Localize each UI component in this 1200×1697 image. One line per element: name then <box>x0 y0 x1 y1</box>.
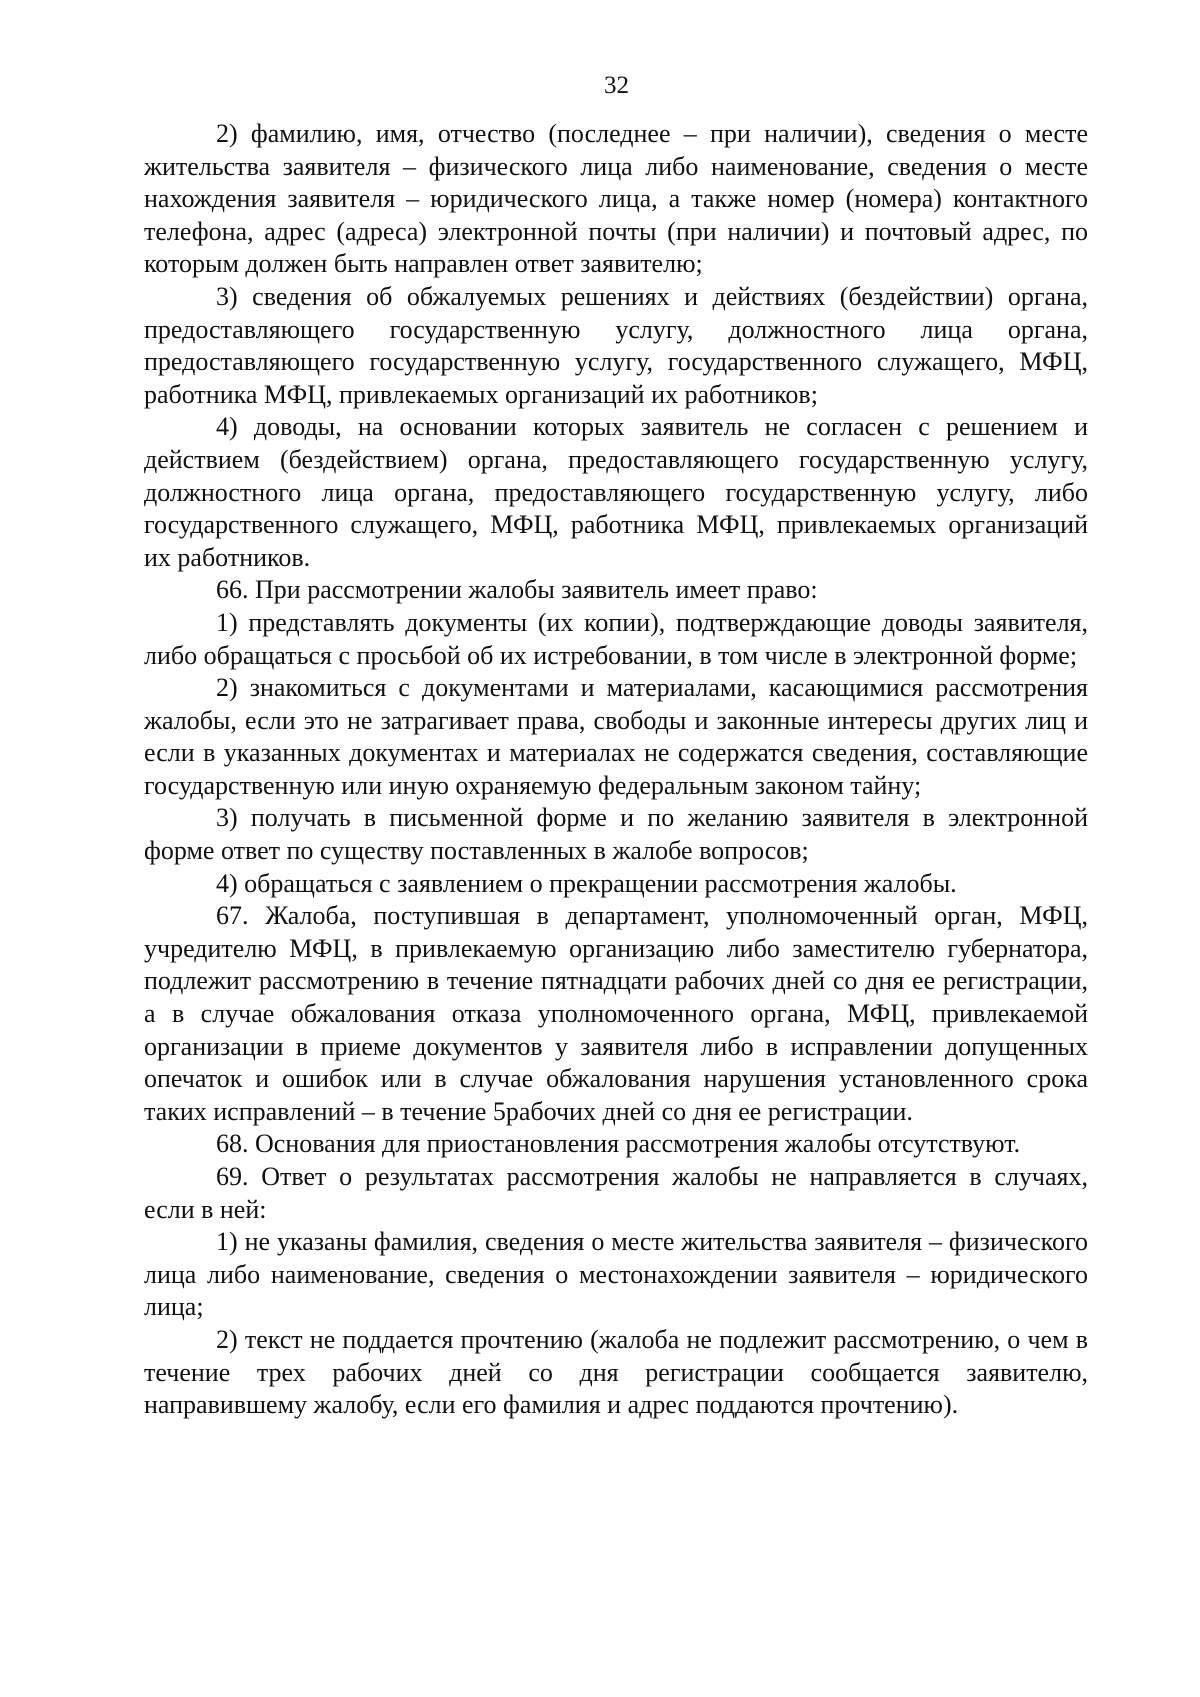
paragraph-item-2-applicant-name: 2) фамилию, имя, отчество (последнее – при наличии), сведения о месте жительства заявителя – физического лица либо наименование, сведения о месте нахождения заявителя – юридического лица, а также номер (номера) контактного телефона, адрес (адреса) электронной почты (при наличии) и почтовый адрес, по которым должен быть направлен ответ заявителю; <box>144 119 1088 279</box>
page-number: 32 <box>604 72 629 99</box>
paragraph-69: 69. Ответ о результатах рассмотрения жалобы не направляется в случаях, если в ней: <box>144 1162 1088 1224</box>
paragraph-69-item-1: 1) не указаны фамилия, сведения о месте жительства заявителя – физического лица либо наименование, сведения о местонахождении заявителя – юридического лица; <box>144 1227 1088 1322</box>
paragraph-item-4-arguments: 4) доводы, на основании которых заявитель не согласен с решением и действием (бездействием) органа, предоставляющего государственную услугу, должностного лица органа, предоставляющего государственную услугу, либо государственного служащего, МФЦ, работника МФЦ, привлекаемых организаций их работников. <box>144 412 1088 572</box>
paragraph-66-item-4: 4) обращаться с заявлением о прекращении рассмотрения жалобы. <box>216 868 957 898</box>
document-body <box>144 118 1088 1422</box>
paragraph-67: 67. Жалоба, поступившая в департамент, уполномоченный орган, МФЦ, учредителю МФЦ, в привлекаемую организацию либо заместителю губернатора, подлежит рассмотрению в течение пятнадцати рабочих дней со дня ее регистрации, а в случае обжалования отказа уполномоченного органа, МФЦ, привлекаемой организации в приеме документов у заявителя либо в исправлении допущенных опечаток и ошибок или в случае обжалования нарушения установленного срока таких исправлений – в течение 5рабочих дней со дня ее регистрации. <box>144 901 1088 1126</box>
paragraph-item-3-appealed-decisions: 3) сведения об обжалуемых решениях и действиях (бездействии) органа, предоставляющего государственную услугу, должностного лица органа, предоставляющего государственную услугу, государственного служащего, МФЦ, работника МФЦ, привлекаемых организаций их работников; <box>144 281 1088 409</box>
paragraph-66-item-3: 3) получать в письменной форме и по желанию заявителя в электронной форме ответ по существу поставленных в жалобе вопросов; <box>144 803 1088 866</box>
paragraph-66-item-2: 2) знакомиться с документами и материалами, касающимися рассмотрения жалобы, если это не затрагивает права, свободы и законные интересы других лиц и если в указанных документах и материалах не содержатся сведения, составляющие государственную или иную охраняемую федеральным законом тайну; <box>144 673 1088 800</box>
paragraph-68: 68. Основания для приостановления рассмотрения жалобы отсутствуют. <box>216 1129 1021 1159</box>
paragraph-66-item-1: 1) представлять документы (их копии), подтверждающие доводы заявителя, либо обращаться с просьбой об их истребовании, в том числе в электронной форме; <box>144 607 1088 670</box>
paragraph-66: 66. При рассмотрении жалобы заявитель имеет право: <box>216 575 818 605</box>
paragraph-69-item-2: 2) текст не поддается прочтению (жалоба не подлежит рассмотрению, о чем в течение трех рабочих дней со дня регистрации сообщается заявителю, направившему жалобу, если его фамилия и адрес поддаются прочтению). <box>144 1324 1088 1420</box>
